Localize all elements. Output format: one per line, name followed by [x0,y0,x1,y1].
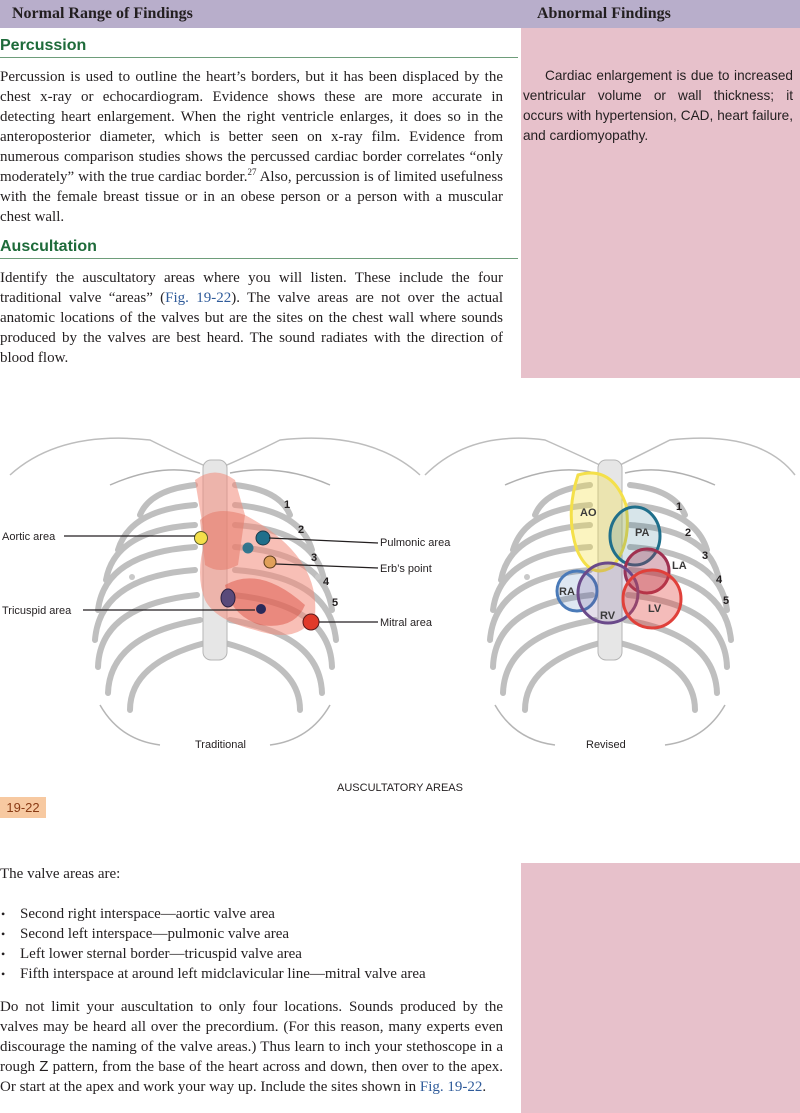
list-item: • Second left interspace—pulmonic valve area [0,924,505,944]
figure-number-badge: 19-22 [0,797,46,818]
traditional-panel-label: Traditional [195,739,246,751]
figure-reference-link-2[interactable]: Fig. 19-22 [419,1079,483,1095]
technique-text-end: . [482,1079,487,1095]
valve-areas-intro: The valve areas are: [0,866,121,882]
percussion-heading: Percussion [0,37,87,54]
auscultation-paragraph [0,268,503,368]
figure-caption: AUSCULTATORY AREAS [337,782,463,794]
technique-text-cont: pattern, from the base of the heart across and down, then over to the apex. Or start at the apex and work your way up. Include the sites shown in [0,1059,503,1095]
aortic-area-label: Aortic area [2,531,56,543]
traditional-torso [2,438,451,751]
percussion-paragraph [0,67,503,227]
valve-areas-list [0,904,505,984]
revised-rib-number-2: 2 [685,527,692,539]
rib-number-1: 1 [284,499,291,511]
rib-number-5: 5 [332,597,339,609]
abnormal-findings-header: Abnormal Findings [537,5,671,22]
auscultation-technique-paragraph [0,997,503,1097]
revised-rib-number-4: 4 [716,574,723,586]
region-ao-label: AO [580,507,597,519]
reference-superscript: 27 [247,167,257,177]
rib-number-3: 3 [311,552,318,564]
list-item: • Fifth interspace at around left midclavicular line—mitral valve area [0,964,505,984]
figure-reference-link[interactable]: Fig. 19-22 [165,290,232,306]
revised-panel-label: Revised [586,739,626,751]
auscultation-heading: Auscultation [0,238,97,255]
percussion-heading-rule [0,57,518,58]
revised-rib-number-1: 1 [676,501,683,513]
revised-rib-number-5: 5 [723,595,730,607]
tricuspid-area-label: Tricuspid area [2,605,72,617]
list-item: • Left lower sternal border—tricuspid valve area [0,944,505,964]
region-la-label: LA [672,560,687,572]
pulmonic-area-label: Pulmonic area [380,537,451,549]
rib-number-2: 2 [298,524,305,536]
abnormal-findings-panel-bottom [521,863,800,1113]
rib-number-4: 4 [323,576,330,588]
auscultatory-areas-figure [0,405,800,775]
column-header-bar [0,0,800,28]
list-item: • Second right interspace—aortic valve area [0,904,505,924]
auscultation-text-end: ). The valve areas are not over the actual anatomic locations of the valves but are the sites on the chest wall where sounds produced by the valves are best heard. The sound radiates with the direction of blood flow. [0,290,503,366]
auscultation-text: Identify the auscultatory areas where you will listen. These include the four traditional valve “areas” ( [0,270,503,306]
erbs-point-label: Erb’s point [380,563,432,575]
auscultation-heading-rule [0,258,518,259]
normal-findings-header: Normal Range of Findings [12,5,193,22]
revised-torso [425,438,795,751]
z-pattern-letter: Z [39,1058,49,1075]
percussion-text: Percussion is used to outline the heart’s borders, but it has been displaced by the chest x-ray or echocardiogram. Evidence shows these are more accurate in detecting heart enlargement. When the right ventricle enlarges, it does so in the anteroposterior diameter, which is better seen on x-ray film. Evidence from numerous comparison studies shows the percussed cardiac border correlates “only moderately” with the true cardiac border. [0,69,503,185]
revised-rib-number-3: 3 [702,550,709,562]
region-pa-label: PA [635,527,650,539]
cardiac-enlargement-note: Cardiac enlargement is due to increased ventricular volume or wall thickness; it occurs with hypertension, CAD, heart failure, and cardiomyopathy. [523,68,793,143]
technique-text: Do not limit your auscultation to only four locations. Sounds produced by the valves may be heard all over the precordium. (For this reason, many experts even discourage the naming of the valve areas.) Thus learn to inch your stethoscope in a rough [0,999,503,1075]
percussion-text-end: Also, percussion is of limited usefulness with the female breast tissue or in an obese person or a person with a muscular chest wall. [0,169,503,225]
region-rv-label: RV [600,610,616,622]
mitral-area-label: Mitral area [380,617,432,629]
region-lv-label: LV [648,603,662,615]
region-ra-label: RA [559,586,575,598]
